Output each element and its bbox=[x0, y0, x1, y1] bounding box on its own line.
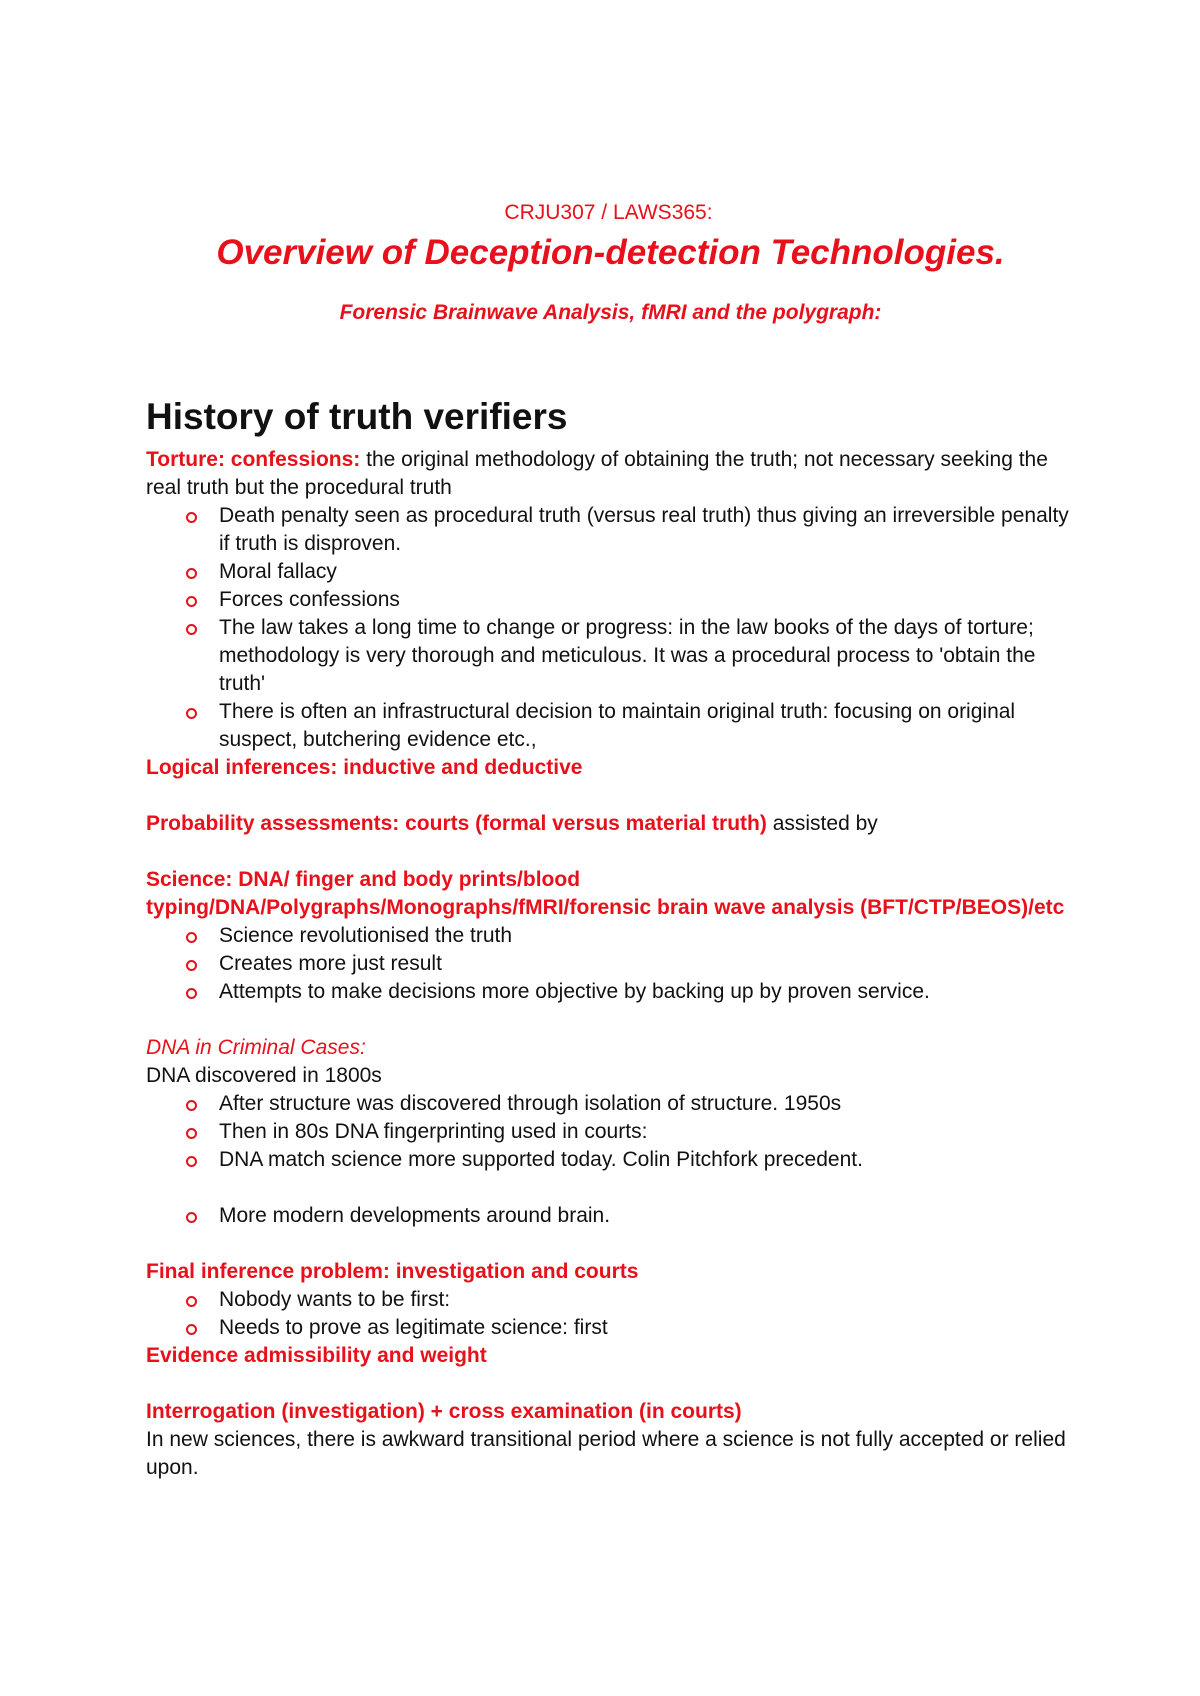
probability-paragraph bbox=[146, 810, 1075, 838]
dna-heading-text: DNA in Criminal Cases: bbox=[146, 1036, 366, 1059]
torture-bullet-list bbox=[146, 502, 1075, 754]
list-item: DNA match science more supported today. Colin Pitchfork precedent. bbox=[146, 1146, 1075, 1174]
logical-inferences-label: Logical inferences: inductive and deductive bbox=[146, 756, 583, 779]
evidence-label: Evidence admissibility and weight bbox=[146, 1344, 487, 1367]
torture-paragraph bbox=[146, 446, 1075, 502]
list-item: There is often an infrastructural decision to maintain original truth: focusing on original suspect, butchering evidence etc., bbox=[146, 698, 1075, 754]
section-heading: History of truth verifiers bbox=[146, 396, 568, 437]
list-item: The law takes a long time to change or progress: in the law books of the days of torture; methodology is very thorough and meticulous. It was a procedural process to 'obtain the truth' bbox=[146, 614, 1075, 698]
list-item: More modern developments around brain. bbox=[146, 1202, 1075, 1230]
list-item: Creates more just result bbox=[146, 950, 1075, 978]
dna-heading bbox=[146, 1034, 1075, 1062]
torture-text: the original methodology of obtaining the truth; not necessary seeking the real truth but the procedural truth bbox=[146, 448, 1048, 499]
document-subtitle: Forensic Brainwave Analysis, fMRI and the polygraph: bbox=[339, 301, 882, 324]
final-inference-paragraph bbox=[146, 1258, 1075, 1286]
final-inference-bullet-list bbox=[146, 1286, 1075, 1342]
science-paragraph bbox=[146, 866, 1075, 922]
list-item: Nobody wants to be first: bbox=[146, 1286, 1075, 1314]
interrogation-text: In new sciences, there is awkward transitional period where a science is not fully accepted or relied upon. bbox=[146, 1428, 1066, 1479]
course-code: CRJU307 / LAWS365: bbox=[504, 201, 713, 224]
science-label: Science: DNA/ finger and body prints/blood typing/DNA/Polygraphs/Monographs/fMRI/forensic brain wave analysis (BFT/CTP/BEOS)/etc bbox=[146, 868, 1065, 919]
list-item: Forces confessions bbox=[146, 586, 1075, 614]
list-item: Attempts to make decisions more objective by backing up by proven service. bbox=[146, 978, 1075, 1006]
probability-label: Probability assessments: courts (formal versus material truth) bbox=[146, 812, 767, 835]
final-inference-label: Final inference problem: investigation and courts bbox=[146, 1260, 639, 1283]
list-item: Science revolutionised the truth bbox=[146, 922, 1075, 950]
list-item: Needs to prove as legitimate science: first bbox=[146, 1314, 1075, 1342]
dna-bullet-list bbox=[146, 1090, 1075, 1230]
torture-label: Torture: confessions: bbox=[146, 448, 361, 471]
dna-text: DNA discovered in 1800s bbox=[146, 1064, 382, 1087]
list-item: Death penalty seen as procedural truth (versus real truth) thus giving an irreversible penalty if truth is disproven. bbox=[146, 502, 1075, 558]
document-title: Overview of Deception-detection Technologies. bbox=[216, 233, 1005, 272]
list-item: After structure was discovered through isolation of structure. 1950s bbox=[146, 1090, 1075, 1118]
logical-inferences-paragraph bbox=[146, 754, 1075, 782]
interrogation-paragraph bbox=[146, 1398, 1075, 1426]
evidence-paragraph bbox=[146, 1342, 1075, 1370]
list-item: Then in 80s DNA fingerprinting used in courts: bbox=[146, 1118, 1075, 1146]
interrogation-label: Interrogation (investigation) + cross examination (in courts) bbox=[146, 1400, 742, 1423]
probability-text: assisted by bbox=[766, 812, 878, 835]
science-bullet-list bbox=[146, 922, 1075, 1006]
list-item: Moral fallacy bbox=[146, 558, 1075, 586]
